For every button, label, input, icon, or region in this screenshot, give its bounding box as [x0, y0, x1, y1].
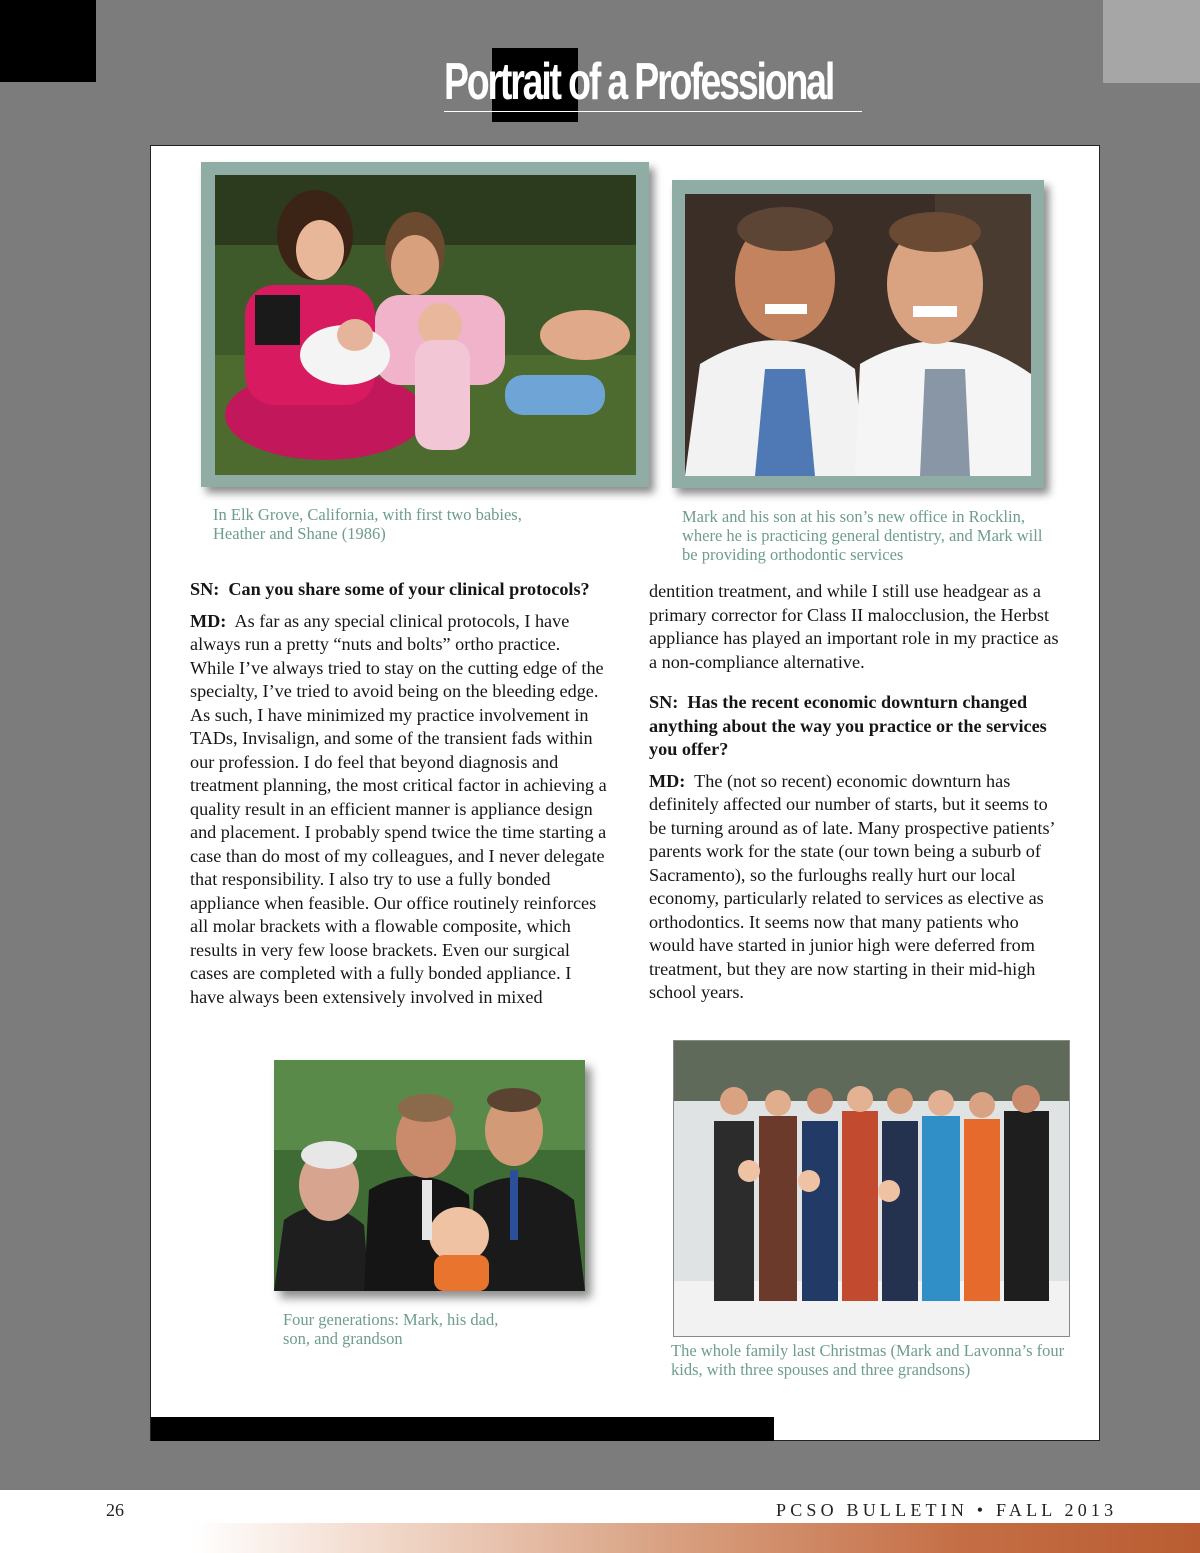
title-part-professional: of a Professional	[559, 53, 834, 111]
photo-whole-family-christmas	[673, 1040, 1070, 1337]
title-part-portrait: Portrait	[444, 53, 560, 111]
answer-text: The (not so recent) economic downturn has definitely affected our number of starts, but it seems to be turning around as of late. Many prospective patients’ parents work for the state (our town being a suburb of Sacramento), so the furloughs really hurt our local economy, particularly related to services as elective as orthodontics. It seems now that many patients who would have started in junior high were deferred from treatment, but they are now starting in their mid-high school years.	[649, 770, 1055, 1002]
photo-frame-rocklin-office	[672, 180, 1044, 488]
answer-continued: dentition treatment, and while I still use headgear as a primary corrector for Class II malocclusion, the Herbst appliance has played an important role in my practice as a non-compliance alternative.	[649, 581, 1059, 672]
question-clinical-protocols	[190, 578, 607, 602]
answer-text: As far as any special clinical protocols, I have always run a pretty “nuts and bolts” ortho practice. While I’ve always tried to stay on the cutting edge of the specialty, I’ve tried to avoid being on the bleeding edge. As such, I have minimized my practice involvement in TADs, Invisalign, and some of the transient fads within our profession. I do feel that beyond diagnosis and treatment planning, the most critical factor in achieving a quality result in an efficient manner is appliance design and placement. I probably spend twice the time starting a case than do most of my colleagues, and I never delegate that responsibility. I also try to use a fully bonded appliance when feasible. Our office routinely reinforces all molar brackets with a flowable composite, which results in very few loose brackets. Even our surgical cases are completed with a fully bonded appliance. I have always been extensively involved in mixed	[190, 610, 607, 1007]
caption-elk-grove: In Elk Grove, California, with first two babies, Heather and Shane (1986)	[213, 505, 522, 543]
answer-economic-downturn	[649, 770, 1067, 1005]
article-column-right	[649, 580, 1067, 1013]
article-column-left	[190, 578, 607, 1017]
footer-gradient-bar	[0, 1523, 1200, 1553]
corner-block-black	[0, 0, 96, 82]
panel-bottom-bar	[151, 1417, 774, 1441]
question-text: Can you share some of your clinical protocols?	[228, 579, 590, 599]
question-text: Has the recent economic downturn changed anything about the way you practice or the services you offer?	[649, 692, 1047, 759]
section-title	[444, 50, 984, 120]
caption-whole-family: The whole family last Christmas (Mark and Lavonna’s four kids, with three spouses and three grandsons)	[671, 1341, 1065, 1379]
photo-elk-grove-family	[215, 175, 636, 475]
corner-block-gray	[1103, 0, 1200, 83]
caption-four-generations: Four generations: Mark, his dad, son, and grandson	[283, 1310, 499, 1348]
speaker-md: MD:	[649, 770, 686, 791]
answer-clinical-protocols	[190, 610, 607, 1010]
speaker-md: MD:	[190, 610, 227, 631]
photo-four-generations	[274, 1060, 585, 1291]
photo-frame-elk-grove	[201, 162, 649, 487]
page-number: 26	[106, 1500, 124, 1520]
caption-rocklin: Mark and his son at his son’s new office in Rocklin, where he is practicing general dentistry, and Mark will be providing orthodontic services	[682, 507, 1043, 564]
question-economic-downturn	[649, 691, 1067, 762]
speaker-sn: SN:	[649, 692, 679, 712]
speaker-sn: SN:	[190, 579, 220, 599]
title-underline	[444, 111, 862, 112]
title-text	[444, 50, 833, 114]
photo-mark-and-son	[685, 194, 1031, 476]
publication-footer: PCSO BULLETIN • FALL 2013	[776, 1500, 1118, 1520]
